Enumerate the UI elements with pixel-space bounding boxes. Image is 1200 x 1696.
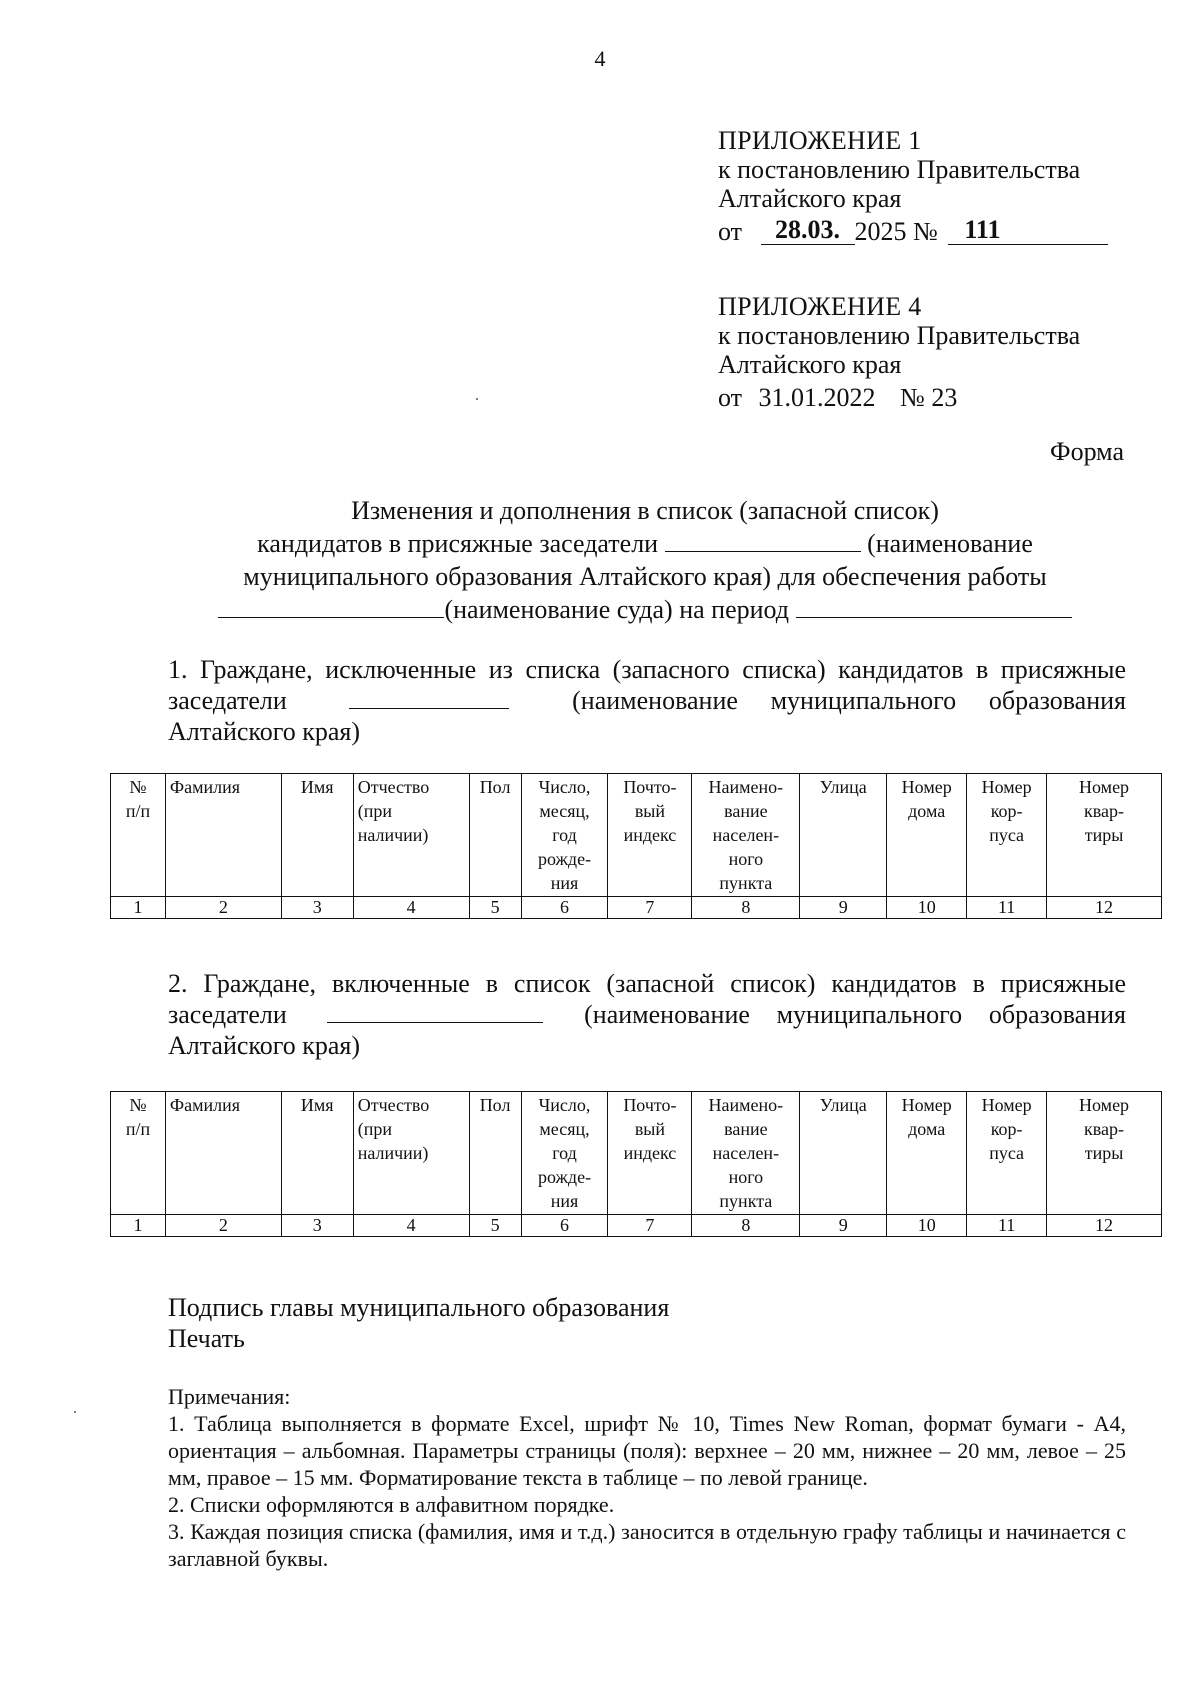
column-number-cell: 5	[469, 1215, 521, 1237]
header-cell: Номер дома	[887, 1092, 967, 1215]
section-2-text-a: 2. Граждане, включенные в список (запасной список) кандидатов в присяжные заседатели	[168, 969, 1126, 1029]
column-number-cell: 11	[967, 1215, 1047, 1237]
annex-4-block	[718, 292, 1080, 412]
section-1-text-a: 1. Граждане, исключенные из списка (запасного списка) кандидатов в присяжные заседатели	[168, 655, 1126, 715]
section-2-text-b: (наименование муниципального образования Алтайского края)	[168, 1000, 1126, 1060]
column-number-cell: 10	[887, 1215, 967, 1237]
header-cell: Фамилия	[165, 774, 281, 897]
header-cell: Номер кор- пуса	[967, 1092, 1047, 1215]
column-number-cell: 7	[608, 897, 692, 919]
annex-4-line2: Алтайского края	[718, 350, 902, 379]
header-cell: Номер квар- тиры	[1047, 774, 1162, 897]
table-column-number-row	[111, 897, 1162, 919]
scan-speck	[74, 1411, 76, 1413]
annex-4-date-line	[718, 383, 1080, 412]
section-1-text	[168, 654, 1126, 747]
column-number-cell: 12	[1047, 897, 1162, 919]
notes-title: Примечания:	[168, 1384, 291, 1409]
period-blank	[796, 595, 1072, 618]
header-cell: Число, месяц, год рожде- ния	[521, 774, 608, 897]
annex-1-heading: ПРИЛОЖЕНИЕ 1	[718, 126, 922, 155]
table-excluded	[110, 773, 1162, 919]
header-cell: Наимено- вание населен- ного пункта	[692, 774, 800, 897]
court-blank	[218, 595, 444, 618]
column-number-cell: 4	[353, 1215, 469, 1237]
table-column-number-row	[111, 1215, 1162, 1237]
column-number-cell: 2	[165, 897, 281, 919]
header-cell: Номер дома	[887, 774, 967, 897]
header-cell: Номер квар- тиры	[1047, 1092, 1162, 1215]
form-title	[200, 494, 1090, 626]
header-cell: Фамилия	[165, 1092, 281, 1215]
annex-4-line1: к постановлению Правительства	[718, 321, 1081, 350]
form-title-line2-b: (наименование	[867, 529, 1033, 558]
annex-1-line1: к постановлению Правительства	[718, 155, 1081, 184]
column-number-cell: 8	[692, 1215, 800, 1237]
header-cell: Наимено- вание населен- ного пункта	[692, 1092, 800, 1215]
annex-1-block	[718, 126, 1108, 247]
header-cell: Улица	[800, 1092, 887, 1215]
header-cell: № п/п	[111, 1092, 166, 1215]
scan-speck	[476, 398, 478, 400]
seal-line: Печать	[168, 1324, 245, 1353]
note-item: 2. Списки оформляются в алфавитном порядке.	[168, 1492, 615, 1517]
annex-4-from-label: от	[718, 383, 743, 412]
header-cell: № п/п	[111, 774, 166, 897]
header-cell: Пол	[469, 1092, 521, 1215]
annex-4-heading: ПРИЛОЖЕНИЕ 4	[718, 292, 922, 321]
header-cell: Почто- вый индекс	[608, 1092, 692, 1215]
column-number-cell: 4	[353, 897, 469, 919]
annex-1-date-line	[718, 217, 1108, 247]
annex-1-number-handwritten: 111	[948, 215, 1108, 245]
form-title-line2	[200, 527, 1090, 560]
form-title-line4-a: (наименование суда) на период	[444, 595, 790, 624]
header-cell: Пол	[469, 774, 521, 897]
page-number: 4	[594, 46, 606, 71]
form-title-line4	[200, 593, 1090, 626]
column-number-cell: 2	[165, 1215, 281, 1237]
form-title-line1: Изменения и дополнения в список (запасной список)	[351, 496, 939, 525]
header-cell: Номер кор- пуса	[967, 774, 1047, 897]
column-number-cell: 9	[800, 1215, 887, 1237]
annex-4-number: 23	[931, 383, 958, 412]
column-number-cell: 7	[608, 1215, 692, 1237]
section-1-blank	[349, 686, 509, 709]
column-number-cell: 10	[887, 897, 967, 919]
column-number-cell: 6	[521, 897, 608, 919]
column-number-cell: 1	[111, 1215, 166, 1237]
municipality-blank	[665, 529, 861, 552]
header-cell: Отчество (при наличии)	[353, 1092, 469, 1215]
note-item: 3. Каждая позиция списка (фамилия, имя и т.д.) заносится в отдельную графу таблицы и начинается с заглавной буквы.	[168, 1519, 1126, 1571]
column-number-cell: 12	[1047, 1215, 1162, 1237]
form-label: Форма	[1050, 437, 1124, 466]
note-item: 1. Таблица выполняется в формате Excel, шрифт № 10, Times New Roman, формат бумаги - А4, ориентация – альбомная. Параметры страницы (поля): верхнее – 20 мм, нижнее – 20 мм, левое – 25 мм, правое – 15 мм. Форматирование текста в таблице – по левой границе.	[168, 1411, 1126, 1490]
annex-1-year: 2025	[854, 217, 907, 246]
notes-block	[168, 1383, 1126, 1572]
column-number-cell: 1	[111, 897, 166, 919]
annex-1-from-label: от	[718, 217, 743, 246]
header-cell: Почто- вый индекс	[608, 774, 692, 897]
header-cell: Число, месяц, год рожде- ния	[521, 1092, 608, 1215]
header-cell: Имя	[281, 774, 353, 897]
header-cell: Улица	[800, 774, 887, 897]
table-header-row	[111, 1092, 1162, 1215]
column-number-cell: 9	[800, 897, 887, 919]
form-title-line2-a: кандидатов в присяжные заседатели	[257, 529, 659, 558]
signature-line: Подпись главы муниципального образования	[168, 1293, 670, 1322]
column-number-cell: 8	[692, 897, 800, 919]
annex-1-line2: Алтайского края	[718, 184, 902, 213]
annex-4-date: 31.01.2022	[758, 383, 876, 412]
form-title-line3: муниципального образования Алтайского края) для обеспечения работы	[243, 562, 1047, 591]
annex-1-number-sign: №	[913, 217, 938, 246]
section-1-text-b: (наименование муниципального образования Алтайского края)	[168, 686, 1126, 746]
header-cell: Отчество (при наличии)	[353, 774, 469, 897]
section-2-text	[168, 968, 1126, 1061]
column-number-cell: 3	[281, 1215, 353, 1237]
table-header-row	[111, 774, 1162, 897]
section-2-blank	[327, 1000, 543, 1023]
column-number-cell: 3	[281, 897, 353, 919]
header-cell: Имя	[281, 1092, 353, 1215]
column-number-cell: 5	[469, 897, 521, 919]
column-number-cell: 6	[521, 1215, 608, 1237]
column-number-cell: 11	[967, 897, 1047, 919]
annex-4-number-sign: №	[900, 383, 925, 412]
table-included	[110, 1091, 1162, 1237]
annex-1-date-handwritten: 28.03.	[761, 215, 855, 245]
signature-block	[168, 1292, 669, 1354]
